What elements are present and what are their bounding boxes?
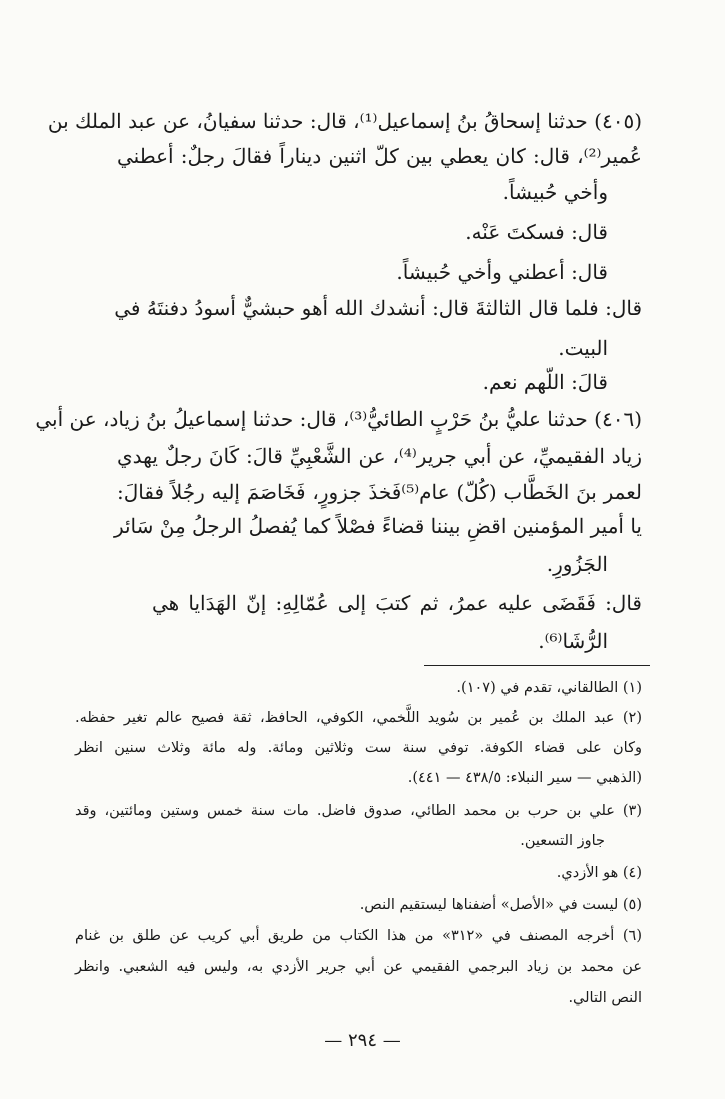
- footnote-6-line-2: عن محمد بن زياد البرجمي الفقيمي عن أبي جرير الأزدي به، وليس فيه الشعبي. وانظر: [75, 959, 642, 975]
- hadith-405-line-1: (٤٠٥) حدثنا إسحاقُ بنُ إسماعيل⁽¹⁾، قال: حدثنا سفيانُ، عن عبد الملك بن: [47, 109, 642, 133]
- hadith-406-line-1: (٤٠٦) حدثنا عليُّ بنُ حَرْبٍ الطائيُّ⁽³⁾، قال: حدثنا إسماعيلُ بنُ زياد، عن أبي: [35, 407, 642, 431]
- footnote-3-line-2: جاوز التسعين.: [520, 833, 605, 849]
- footnote-3-line-1: (٣) علي بن حرب بن محمد الطائي، صدوق فاضل. مات سنة خمس وستين ومائتين، وقد: [75, 803, 642, 819]
- hadith-405-line-8: قالَ: اللّهم نعم.: [482, 370, 608, 394]
- hadith-406-line-6: قال: فَقَضَى عليه عمرُ، ثم كتبَ إلى عُمّالِهِ: إنّ الهَدَايا هي: [152, 591, 642, 615]
- footnote-2-line-2: وكان على قضاء الكوفة. توفي سنة ست وثلاثين ومائة. وله مائة وثلاث سنين انظر: [75, 740, 642, 756]
- hadith-405-line-4: قال: فسكتَ عَنْه.: [465, 220, 608, 244]
- hadith-406-line-2: زياد الفقيميِّ، عن أبي جرير⁽⁴⁾، عن الشَّعْبِيِّ قالَ: كَانَ رجلٌ يهدي: [117, 444, 642, 468]
- hadith-406-line-4: يا أمير المؤمنين اقضِ بيننا قضاءً فصْلاً كما يُفصلُ الرجلُ مِنْ سَائر: [113, 514, 642, 538]
- footnote-separator: [424, 665, 650, 666]
- footnote-1: (١) الطالقاني، تقدم في (١٠٧).: [456, 680, 642, 696]
- hadith-405-line-3: وأخي حُبيشاً.: [502, 180, 608, 204]
- footnote-4: (٤) هو الأزدي.: [556, 865, 642, 881]
- footnote-5: (٥) ليست في «الأصل» أضفناها ليستقيم النص.: [359, 897, 642, 913]
- hadith-405-line-7: البيت.: [558, 336, 608, 360]
- hadith-405-line-6: قال: فلما قال الثالثةَ قال: أنشدك الله أهو حبشيٌّ أسودُ دفنتَهُ في: [114, 296, 642, 320]
- hadith-406-line-7: الرُّشَا⁽⁶⁾.: [538, 629, 608, 653]
- hadith-405-line-2: عُمير⁽²⁾، قال: كان يعطي بين كلّ اثنين ديناراً فقالَ رجلٌ: أعطني: [117, 144, 642, 168]
- hadith-406-line-5: الجَزُورِ.: [546, 552, 608, 576]
- footnote-2-line-1: (٢) عبد الملك بن عُمير بن سُويد اللَّخمي، الكوفي، الحافظ، ثقة فصيح عالم تغير حفظه.: [75, 710, 642, 726]
- page-number: — ٢٩٤ —: [324, 1030, 401, 1051]
- hadith-405-line-5: قال: أعطني وأخي حُبيشاً.: [396, 260, 608, 284]
- footnote-6-line-3: النص التالي.: [568, 990, 642, 1006]
- footnote-2-line-3: (الذهبي — سير النبلاء: ٤٣٨/٥ — ٤٤١).: [407, 770, 642, 786]
- hadith-406-line-3: لعمر بنَ الخَطَّاب (كُلّ) عام⁽⁵⁾فَخذَ جزورٍ، فَخَاصَمَ إليه رجُلاً فقالَ:: [117, 480, 642, 504]
- footnote-6-line-1: (٦) أخرجه المصنف في «٣١٢» من هذا الكتاب من طريق أبي كريب عن طلق بن غنام: [75, 928, 642, 944]
